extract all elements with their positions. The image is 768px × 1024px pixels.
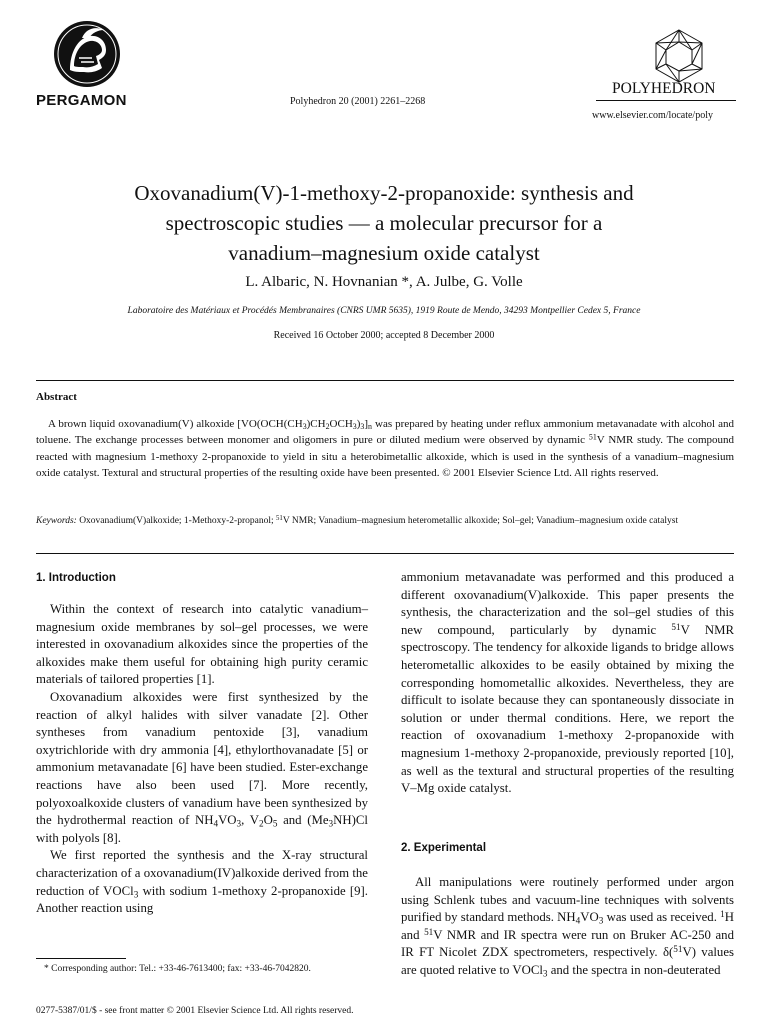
introduction-body	[36, 601, 368, 918]
journal-name: POLYHEDRON	[612, 80, 716, 97]
footnote-rule	[36, 958, 126, 959]
journal-reference: Polyhedron 20 (2001) 2261–2268	[290, 96, 426, 107]
paragraph: All manipulations were routinely performed under argon using Schlenk tubes and vacuum-line techniques with solvents purified by standard methods. $NH_4VO_3$ was used as received. $^1$H and $^{51}$V NMR and IR spectra were run on Bruker AC-250 and IR FT Nicolet ZDX spectrometers, respectively. δ($^{51}$V) values are quoted relative to VOCl$_3$ and the spectra in non-deuterated	[401, 875, 734, 979]
abstract-bottom-rule	[36, 553, 734, 554]
experimental-body	[401, 874, 734, 980]
abstract-text: A brown liquid oxovanadium(V) alkoxide $[VO(OCH(CH_3)CH_2OCH_3)_3]_n$ was prepared by heating under reflux ammonium metavanadate with alcohol and toluene. The exchange processes between monomer and oligomers in pure or diluted medium were observed by dynamic $^{51}$V NMR study. The compound reacted with magnesium 1-methoxy 2-propanoxide to yield in situ a heterobimetallic alkoxide, which is used in the synthesis of a vanadium–magnesium oxide catalyst. Textural and structural properties of the resulting oxide have been presented. © 2001 Elsevier Science Ltd. All rights reserved.	[36, 418, 734, 479]
received-dates: Received 16 October 2000; accepted 8 December 2000	[273, 330, 495, 341]
publisher-name: PERGAMON	[36, 92, 127, 109]
affiliation: Laboratoire des Matériaux et Procédés Membranaires (CNRS UMR 5635), 1919 Route de Mendo, 34293 Montpellier Cedex 5, France	[127, 306, 641, 316]
keywords-label: Keywords:	[36, 516, 77, 526]
abstract-heading: Abstract	[36, 391, 77, 403]
paragraph: Within the context of research into catalytic vanadium–magnesium oxide membranes by sol–gel processes, we were interested in oxovanadium alkoxides since the properties of the alkoxides make them useful for obtaining high purity ceramic materials of tailored properties [1].	[36, 602, 368, 687]
experimental-heading: 2. Experimental	[401, 842, 487, 854]
title-line: vanadium–magnesium oxide catalyst	[228, 241, 540, 265]
paragraph: ammonium metavanadate was performed and this produced a different oxovanadium(V)alkoxide. This paper presents the synthesis, the characterization and the sol–gel studies of this new compound, particularly by dynamic $^{51}$V NMR spectroscopy. The tendency for alkoxide ligands to bridge allows heterometallic alkoxides to be easily obtained by mixing the corresponding homometallic alkoxides. Nevertheless, they are difficult to isolate because they can spontaneously dissociate in solution or under thermal conditions. Here, we report the reaction of oxovanadium 1-methoxy 2-propanoxide with magnesium 1-methoxy 2-propanoxide, previously reported [10], as well as the textural and structural properties of the resulting V–Mg oxide catalyst.	[401, 570, 734, 796]
author-list: L. Albaric, N. Hovnanian *, A. Julbe, G. Volle	[245, 274, 523, 290]
title-line: spectroscopic studies — a molecular precursor for a	[165, 211, 603, 235]
title-line: Oxovanadium(V)-1-methoxy-2-propanoxide: synthesis and	[134, 181, 634, 205]
abstract-top-rule	[36, 380, 734, 381]
paragraph: We first reported the synthesis and the X-ray structural characterization of a oxovanadium(IV)alkoxide derived from the reduction of VOCl$_3$ with sodium 1-methoxy 2-propanoxide [9]. Another reaction using	[36, 848, 369, 916]
introduction-heading: 1. Introduction	[36, 572, 116, 584]
keywords: Keywords: Oxovanadium(V)alkoxide; 1-Methoxy-2-propanol; $^{51}$V NMR; Vanadium–magnesium heterometallic alkoxide; Sol–gel; Vanadium–magnesium oxide catalyst	[36, 514, 679, 526]
journal-url: www.elsevier.com/locate/poly	[592, 110, 713, 121]
introduction-continued	[401, 569, 734, 798]
paragraph: Oxovanadium alkoxides were first synthesized by the reaction of alkyl halides with silver vanadate [2]. Other syntheses from vanadium pentoxide [3], vanadium oxytrichloride with dry ammonia [4], ethylorthovanadate [5] or ammonium metavanadate [6] have been studied. Ester-exchange reactions have also been used [7]. More recently, polyoxoalkoxide clusters of vanadium have been synthesized by the hydrothermal reaction of $NH_4VO_3$, $V_2O_5$ and $(Me_3NH)Cl$ with polyols [8].	[36, 689, 368, 845]
article-title	[60, 178, 708, 268]
header-divider	[596, 100, 736, 101]
pergamon-helmet-logo-icon	[52, 18, 122, 90]
corresponding-author-footnote: * Corresponding author: Tel.: +33-46-7613400; fax: +33-46-7042820.	[44, 964, 311, 974]
polyhedron-logo-icon	[650, 28, 708, 84]
copyright-line: 0277-5387/01/$ - see front matter © 2001 Elsevier Science Ltd. All rights reserved.	[36, 1006, 354, 1016]
